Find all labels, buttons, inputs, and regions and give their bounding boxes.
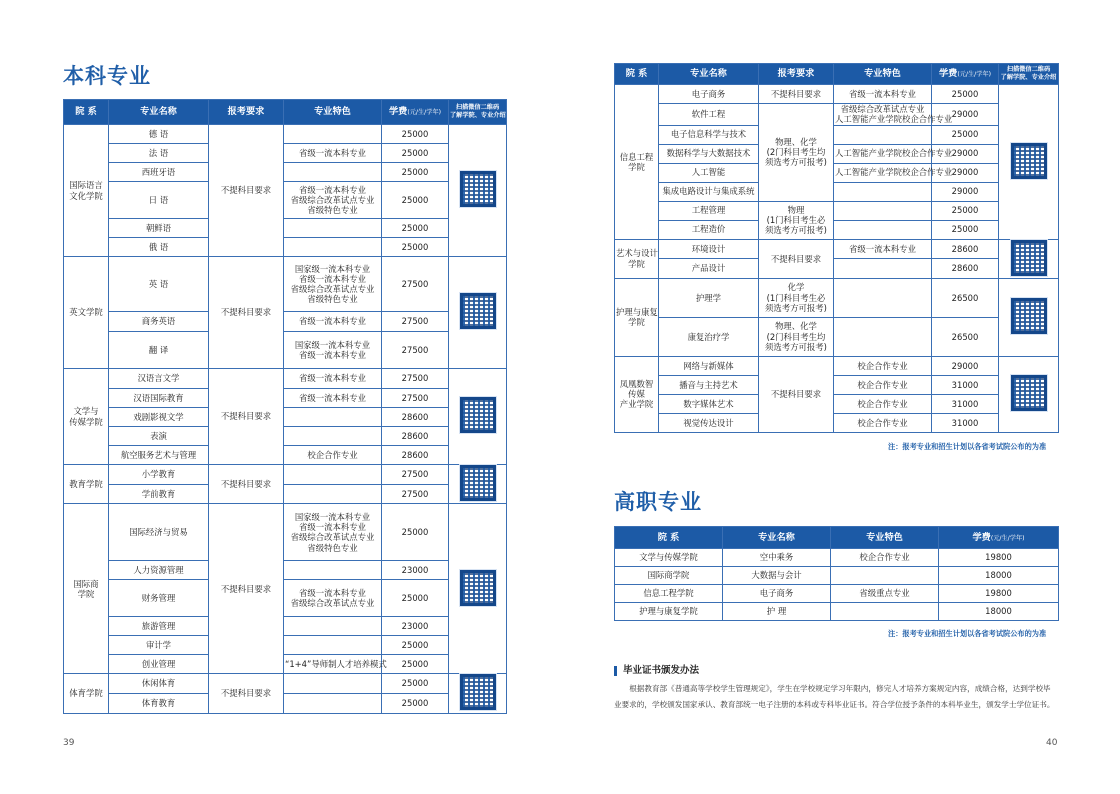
major-cell: 小学教育 [109,465,209,485]
table-row [615,317,1059,356]
feature-cell [284,163,382,182]
table-row [615,163,1059,182]
table-row [64,465,507,485]
qr-code-icon[interactable] [460,674,496,710]
major-cell: 德 语 [109,125,209,144]
fee-cell: 25000 [382,674,449,694]
qr-code-cell [449,125,507,257]
feature-cell: 人工智能产业学院校企合作专业 [834,163,932,182]
college-cell: 教育学院 [64,465,109,504]
feature-cell: 校企合作专业 [834,394,932,413]
college-cell [615,356,659,432]
fee-cell: 31000 [932,375,999,394]
college-cell [615,278,659,356]
fee-cell: 29000 [932,144,999,163]
qr-code-cell [449,369,507,465]
table-row [64,617,507,636]
undergrad-title: 本科专业 [63,64,151,88]
table-row [64,369,507,389]
fee-cell: 27500 [382,332,449,369]
col-major: 专业名称 [659,64,759,85]
col-qr: 扫描微信二维码 了解学院、专业介绍 [449,100,507,125]
fee-cell: 25000 [382,238,449,257]
major-cell: 商务英语 [109,312,209,332]
vocational-title: 高职专业 [614,490,702,514]
feature-cell-line: 省级一流本科专业 [299,184,366,195]
feature-cell-line: 人工智能产业学院校企合作专业 [835,114,953,125]
qr-code-icon[interactable] [460,570,496,606]
vocational-note: 注：报考专业和招生计划以各省考试院公布的为准 [888,629,1047,638]
major-cell: 人工智能 [659,163,759,182]
major-cell: 软件工程 [659,104,759,126]
fee-cell: 25000 [932,201,999,220]
table-row [64,238,507,257]
col-requirement: 报考要求 [759,64,834,85]
table-row [615,375,1059,394]
major-cell: 体育教育 [109,693,209,713]
table-row [615,394,1059,413]
college-cell-line: 信息工程 [619,151,654,162]
qr-code-icon[interactable] [460,465,496,501]
col-college: 院 系 [615,64,659,85]
feature-cell [284,561,382,580]
qr-code-icon[interactable] [1011,375,1047,411]
feature-cell [831,567,939,585]
vocational-table [614,526,1059,621]
table-row [64,693,507,713]
feature-cell [831,603,939,621]
feature-cell [284,504,382,561]
fee-cell: 27500 [382,257,449,312]
feature-cell [284,125,382,144]
table-row [615,104,1059,126]
feature-cell [284,465,382,485]
major-cell: 戏剧影视文学 [109,408,209,427]
major-cell: 视觉传达设计 [659,413,759,432]
college-cell-line: 学院 [628,161,645,172]
table-header-row [64,100,507,125]
certificate-title: 毕业证书颁发办法 [614,666,699,676]
college-cell-line: 传媒 [628,389,645,400]
fee-cell: 25000 [382,125,449,144]
college-cell [64,125,109,257]
college-cell-line: 学院 [628,258,645,269]
table-row [64,257,507,312]
table-row [64,219,507,238]
col-feature: 专业特色 [284,100,382,125]
feature-cell [284,636,382,655]
feature-cell [834,182,932,201]
major-cell: 工程管理 [659,201,759,220]
fee-cell: 28600 [932,239,999,259]
qr-code-cell [449,674,507,713]
college-cell: 体育学院 [64,674,109,713]
requirement-cell-line: 物理、化学 [775,136,817,147]
major-cell: 休闲体育 [109,674,209,694]
feature-cell [284,408,382,427]
col-major: 专业名称 [109,100,209,125]
table-row [64,674,507,694]
feature-cell: 校企合作专业 [834,413,932,432]
requirement-cell: 不提科目要求 [759,239,834,278]
requirement-cell-line: 须选考方可报考) [765,225,827,236]
major-cell: 空中乘务 [723,549,831,567]
feature-cell-line: 省级一流本科专业 [299,522,366,532]
major-cell: 汉语国际教育 [109,389,209,408]
college-cell: 护理与康复学院 [615,603,723,621]
requirement-cell-line: (2门科目考生均 [766,147,826,158]
table-row [64,427,507,446]
col-qr: 扫描微信二维码 了解学院、专业介绍 [999,64,1059,85]
fee-cell: 28600 [932,259,999,279]
feature-cell: 省级一流本科专业 [284,369,382,389]
fee-cell: 23000 [382,617,449,636]
college-cell [64,369,109,465]
college-cell [615,239,659,278]
col-fee: 学费(元/生/学年) [382,100,449,125]
fee-cell: 25000 [382,182,449,219]
feature-cell: 省级一流本科专业 [284,389,382,408]
college-cell-line: 护理与康复 [616,307,658,317]
major-cell: 创业管理 [109,655,209,674]
table-row [64,125,507,144]
table-row [64,144,507,163]
major-cell: 产品设计 [659,259,759,279]
requirement-cell: 不提科目要求 [209,257,284,369]
table-row [64,484,507,504]
table-row [64,163,507,182]
col-feature: 专业特色 [831,527,939,549]
requirement-cell: 不提科目要求 [209,465,284,504]
requirement-cell [759,317,834,356]
major-cell: 法 语 [109,144,209,163]
qr-code-cell [449,257,507,369]
admission-note: 注：报考专业和招生计划以各省考试院公布的为准 [888,442,1047,451]
col-college: 院 系 [64,100,109,125]
major-cell: 电子商务 [723,585,831,603]
feature-cell: 校企合作专业 [834,375,932,394]
major-cell: 数字媒体艺术 [659,394,759,413]
feature-cell [834,125,932,144]
college-cell-line: 传媒学院 [69,416,103,427]
feature-cell [284,238,382,257]
table-row [615,220,1059,239]
feature-cell [284,617,382,636]
feature-cell [284,484,382,504]
fee-cell: 28600 [382,446,449,465]
fee-cell: 29000 [932,163,999,182]
table-row [64,655,507,674]
fee-cell: 19800 [939,585,1059,603]
feature-cell [834,104,953,126]
requirement-cell-line: 化学 [787,282,805,293]
fee-cell: 25000 [932,125,999,144]
college-cell: 信息工程学院 [615,585,723,603]
feature-cell-line: 省级综合改革试点专业 [290,194,375,205]
major-cell: 英 语 [109,257,209,312]
feature-cell [834,201,932,220]
major-cell: 翻 译 [109,332,209,369]
qr-code-icon[interactable] [460,171,496,207]
table-row [64,389,507,408]
feature-cell [834,259,932,279]
undergrad-table-continued [614,63,1059,433]
college-cell-line: 产业学院 [619,399,654,410]
requirement-cell: 不提科目要求 [209,674,284,713]
fee-cell: 18000 [939,603,1059,621]
major-cell: 护 理 [723,603,831,621]
major-cell: 航空服务艺术与管理 [109,446,209,465]
fee-cell: 25000 [382,655,449,674]
table-row [615,125,1059,144]
page-number: 40 [1046,738,1058,748]
college-cell [64,504,109,674]
col-college: 院 系 [615,527,723,549]
college-cell-line: 国际语言 [69,180,103,191]
requirement-cell: 不提科目要求 [759,356,834,432]
fee-cell: 29000 [932,182,999,201]
college-cell: 英文学院 [64,257,109,369]
feature-cell [284,332,382,369]
requirement-cell: 不提科目要求 [209,369,284,465]
college-cell-line: 国际商 [73,578,99,589]
fee-cell: 27500 [382,369,449,389]
feature-cell [284,219,382,238]
table-row [64,408,507,427]
qr-code-cell [449,504,507,674]
major-cell: 护理学 [659,278,759,317]
major-cell: 汉语言文学 [109,369,209,389]
major-cell: 俄 语 [109,238,209,257]
feature-cell-line: 省级综合改革试点专业 [290,532,375,543]
feature-cell: 省级一流本科专业 [834,239,932,259]
qr-code-icon[interactable] [1011,240,1047,276]
requirement-cell-line: 须选考方可报考) [765,341,827,352]
major-cell: 大数据与会计 [723,567,831,585]
major-cell: 康复治疗学 [659,317,759,356]
requirement-cell-line: 物理 [787,204,805,215]
col-fee: 学费(元/生/学年) [932,64,999,85]
major-cell: 播音与主持艺术 [659,375,759,394]
feature-cell [834,317,932,356]
college-cell: 国际商学院 [615,567,723,585]
fee-cell: 26500 [932,317,999,356]
fee-cell: 28600 [382,427,449,446]
feature-cell [284,580,382,617]
major-cell: 审计学 [109,636,209,655]
fee-cell: 25000 [382,636,449,655]
major-cell: 学前教育 [109,484,209,504]
feature-cell [284,427,382,446]
qr-code-cell [999,356,1059,432]
page-number: 39 [63,738,75,748]
undergrad-table [63,99,507,714]
table-row [615,567,1059,585]
feature-cell-line: 省级一流本科专业 [299,350,366,360]
requirement-cell: 不提科目要求 [209,504,284,674]
table-row [64,561,507,580]
college-cell [615,85,659,240]
requirement-cell: 不提科目要求 [759,85,834,104]
feature-cell: 省级一流本科专业 [284,144,382,163]
major-cell: 电子商务 [659,85,759,104]
qr-code-icon[interactable] [460,293,496,329]
college-cell-line: 学院 [628,317,645,328]
feature-cell-line: 国家级一流本科专业 [294,511,371,522]
table-row [615,549,1059,567]
table-row [615,201,1059,220]
major-cell: 工程造价 [659,220,759,239]
table-row [615,182,1059,201]
fee-cell: 19800 [939,549,1059,567]
feature-cell [284,693,382,713]
qr-code-cell [449,465,507,504]
qr-code-cell [999,278,1059,356]
table-row [64,580,507,617]
major-cell: 西班牙语 [109,163,209,182]
feature-cell: 校企合作专业 [831,549,939,567]
table-header-row [615,64,1059,85]
fee-cell: 31000 [932,394,999,413]
fee-cell: 27500 [382,389,449,408]
fee-cell: 29000 [932,356,999,375]
table-row [615,413,1059,432]
requirement-cell [759,278,834,317]
major-cell: 数据科学与大数据技术 [659,144,759,163]
table-row [615,603,1059,621]
table-row [615,278,1059,317]
requirement-cell-line: (2门科目考生均 [766,331,826,342]
feature-cell [284,182,382,219]
qr-code-icon[interactable] [460,397,496,433]
feature-cell-line: 省级一流本科专业 [299,588,366,598]
fee-cell: 27500 [382,465,449,485]
table-row [64,332,507,369]
feature-cell: 校企合作专业 [284,446,382,465]
major-cell: 朝鲜语 [109,219,209,238]
fee-cell: 25000 [382,219,449,238]
fee-cell: 26500 [932,278,999,317]
major-cell: 旅游管理 [109,617,209,636]
certificate-text: 根据教育部《普通高等学校学生管理规定》，学生在学校规定学习年限内，修完人才培养方案规定内容，成绩合格，达到学校毕业要求的，学校颁发国家承认、教育部统一电子注册的本科或专科毕业证书。符合学位授予条件的本科毕业生，颁发学士学位证书。 [614,684,1055,709]
major-cell: 电子信息科学与技术 [659,125,759,144]
major-cell: 日 语 [109,182,209,219]
college-cell-line: 凤凰数智 [619,378,654,389]
fee-cell: 18000 [939,567,1059,585]
qr-code-cell [999,85,1059,240]
college-cell-line: 文学与 [73,406,99,417]
major-cell: 环境设计 [659,239,759,259]
requirement-cell-line: 须选考方可报考) [765,157,827,168]
feature-cell: 人工智能产业学院校企合作专业 [834,144,932,163]
feature-cell [834,220,932,239]
fee-cell: 23000 [382,561,449,580]
requirement-cell-line: (1门科目考生必 [766,214,826,225]
qr-code-cell [999,239,1059,278]
fee-cell: 25000 [382,504,449,561]
fee-cell: 27500 [382,312,449,332]
feature-cell [284,257,382,312]
feature-cell: “1+4”导师制人才培养模式 [284,655,382,674]
qr-code-icon[interactable] [1011,143,1047,179]
feature-cell-line: 省级一流本科专业 [299,273,366,284]
table-row [64,504,507,561]
major-cell: 集成电路设计与集成系统 [659,182,759,201]
table-row [615,585,1059,603]
table-row [64,446,507,465]
table-row [615,356,1059,375]
feature-cell-line: 省级特色专业 [307,205,358,216]
requirement-cell-line: 须选考方可报考) [765,302,827,313]
college-cell-line: 艺术与设计 [616,248,658,259]
table-header-row [615,527,1059,549]
table-row [615,239,1059,259]
fee-cell: 31000 [932,413,999,432]
fee-cell: 25000 [382,144,449,163]
table-row [64,182,507,219]
col-requirement: 报考要求 [209,100,284,125]
major-cell: 网络与新媒体 [659,356,759,375]
major-cell: 人力资源管理 [109,561,209,580]
major-cell: 财务管理 [109,580,209,617]
requirement-cell-line: 物理、化学 [775,321,817,332]
fee-cell: 25000 [382,580,449,617]
college-cell: 文学与传媒学院 [615,549,723,567]
col-major: 专业名称 [723,527,831,549]
qr-code-icon[interactable] [1011,298,1047,334]
feature-cell-line: 省级特色专业 [307,294,358,305]
requirement-cell: 不提科目要求 [209,125,284,257]
table-row [615,144,1059,163]
table-row [615,259,1059,279]
college-cell-line: 学院 [77,588,95,599]
feature-cell: 省级一流本科专业 [284,312,382,332]
feature-cell: 校企合作专业 [834,356,932,375]
page-40 [560,0,1120,794]
feature-cell-line: 国家级一流本科专业 [294,339,371,350]
feature-cell-line: 省级综合改革试点专业 [290,598,375,609]
feature-cell-line: 国家级一流本科专业 [294,263,371,274]
feature-cell: 省级重点专业 [831,585,939,603]
col-feature: 专业特色 [834,64,932,85]
table-row [64,312,507,332]
requirement-cell [759,201,834,239]
college-cell-line: 文化学院 [69,190,103,201]
feature-cell-line: 省级综合改革试点专业 [840,104,925,114]
fee-cell: 29000 [932,104,999,126]
feature-cell [284,674,382,694]
feature-cell-line: 省级特色专业 [307,542,358,553]
feature-cell-line: 省级综合改革试点专业 [290,284,375,294]
fee-cell: 28600 [382,408,449,427]
fee-cell: 25000 [932,220,999,239]
fee-cell: 25000 [932,85,999,104]
major-cell: 国际经济与贸易 [109,504,209,561]
requirement-cell-line: (1门科目考生必 [766,292,826,303]
fee-cell: 25000 [382,693,449,713]
col-fee: 学费(元/生/学年) [939,527,1059,549]
feature-cell [834,278,932,317]
requirement-cell [759,104,834,202]
fee-cell: 27500 [382,484,449,504]
table-row [615,85,1059,104]
feature-cell: 省级一流本科专业 [834,85,932,104]
table-row [64,636,507,655]
major-cell: 表演 [109,427,209,446]
fee-cell: 25000 [382,163,449,182]
